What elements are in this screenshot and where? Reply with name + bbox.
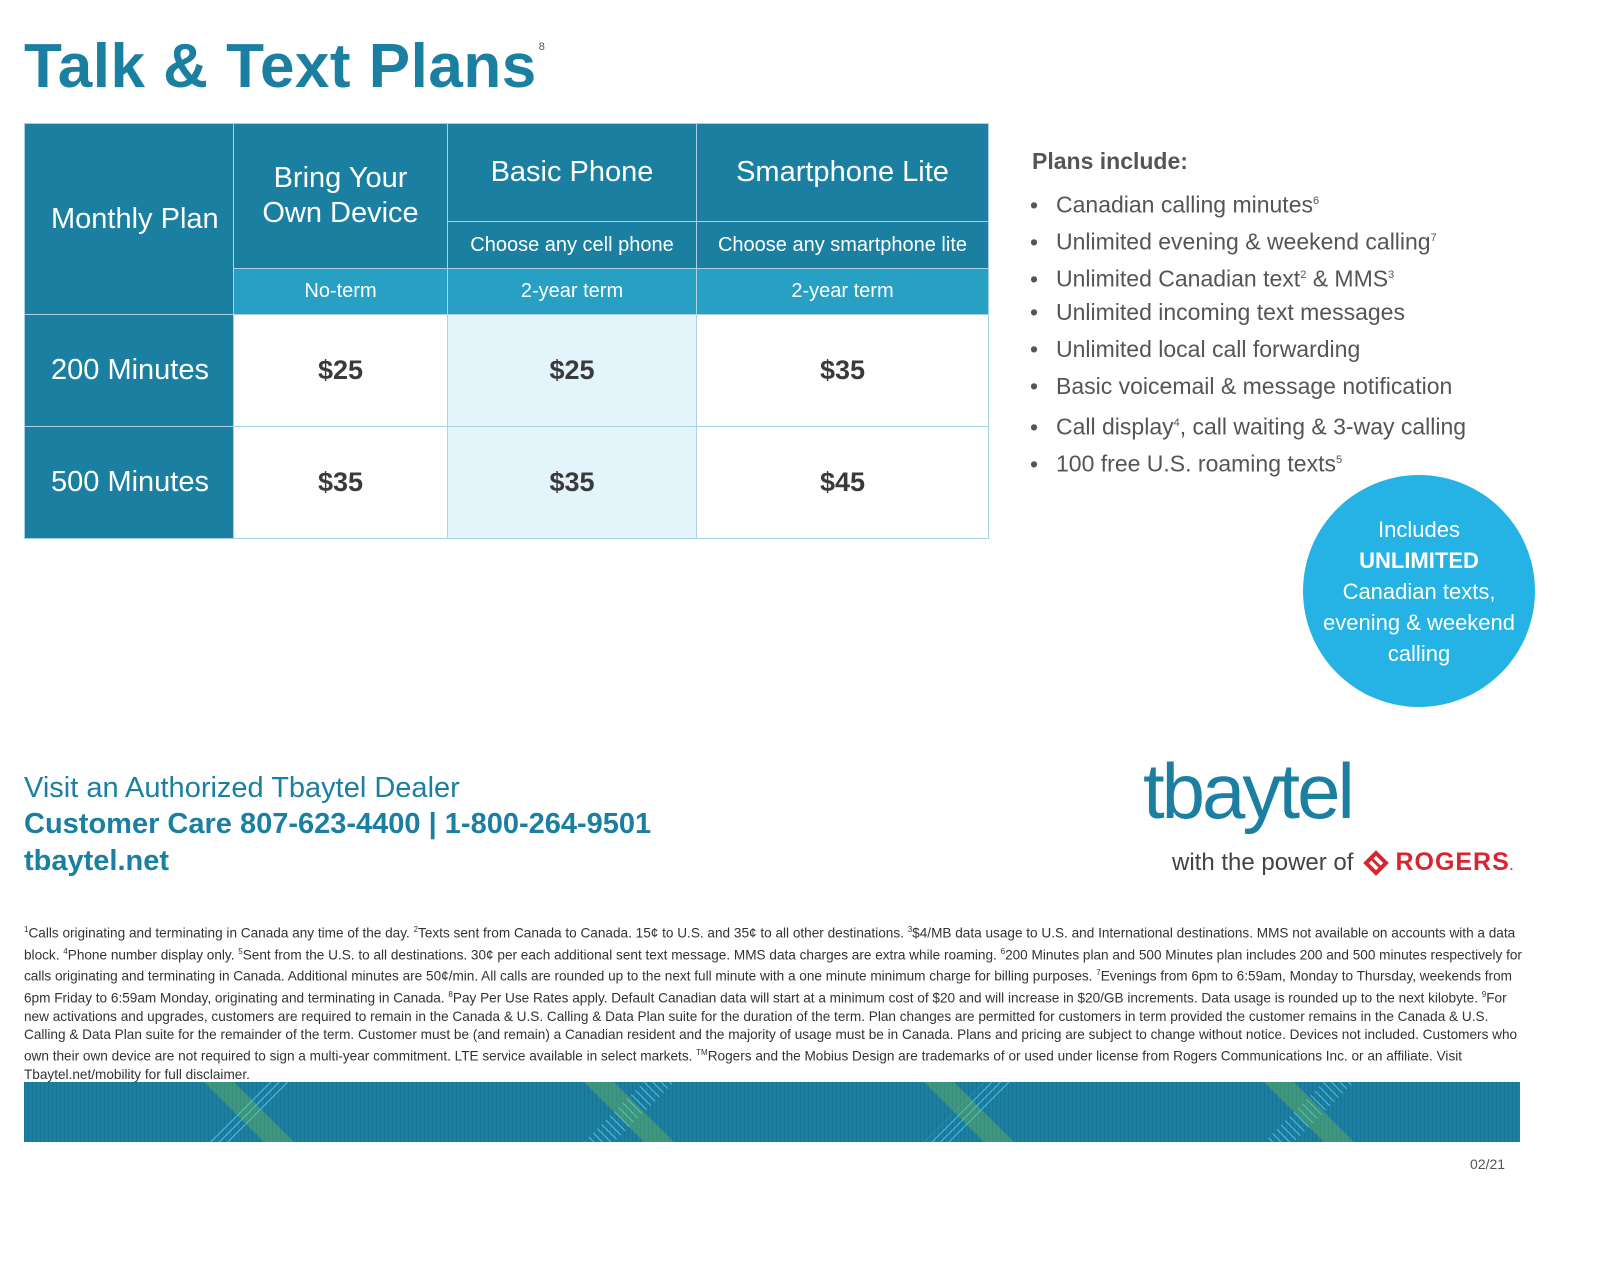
footnote-text: Calls originating and terminating in Canada any time of the day.	[28, 925, 414, 941]
price-cell: $25	[448, 315, 697, 427]
bullet-icon: •	[1030, 265, 1039, 292]
column-subheader-basic-phone: Choose any cell phone	[448, 222, 697, 269]
list-item	[1030, 406, 1466, 443]
footnote-ref: 2	[1300, 269, 1307, 281]
price-cell: $35	[697, 315, 989, 427]
include-text: 100 free U.S. roaming texts	[1056, 450, 1336, 477]
column-header-byod	[234, 124, 448, 269]
term-smartphone-lite: 2-year term	[697, 269, 989, 315]
bullet-icon: •	[1030, 373, 1039, 399]
include-text: Unlimited local call forwarding	[1056, 336, 1361, 362]
badge-line: Includes	[1378, 516, 1460, 542]
footnote-number: 8	[448, 990, 453, 1000]
term-byod: No-term	[234, 269, 448, 315]
badge-line-emphasis: UNLIMITED	[1359, 547, 1479, 573]
footnote-number: TM	[696, 1048, 708, 1058]
rogers-wordmark	[1395, 848, 1514, 877]
footnote-number: 1	[24, 925, 29, 934]
bullet-icon: •	[1030, 336, 1039, 362]
badge-line: Canadian texts,	[1342, 578, 1496, 604]
footnote-number: 5	[238, 946, 243, 956]
footnote-text: For new activations and upgrades, customers are required to remain in the Canada & U.S. Calling & Data Plan suite for the duration of the term. Plan changes are permitted for customers in term provided the customer remains in the Canada & U.S. Calling & Data Plan suite for the remainder of the term. Customer must be (and remain) a Canadian resident and the majority of usage must be in Canada. Plans and pricing are subject to change without notice. Devices not included. Customers who own their own device are not required to sign a multi-year commitment. LTE service available in select markets.	[24, 990, 1518, 1064]
footnote-number: 7	[1096, 968, 1101, 978]
tagline-text: with the power of	[1172, 848, 1354, 876]
page-title	[24, 32, 546, 101]
bullet-icon: •	[1030, 191, 1039, 218]
badge-line: evening & weekend	[1322, 609, 1516, 635]
include-text: Basic voicemail & message notification	[1056, 373, 1453, 399]
dealer-callout: Visit an Authorized Tbaytel Dealer	[24, 772, 460, 804]
badge-line: calling	[1387, 640, 1451, 666]
list-item	[1030, 332, 1466, 369]
include-text: Canadian calling minutes	[1056, 191, 1313, 218]
rogers-suffix: .	[1509, 859, 1515, 873]
footnote-number: 4	[63, 946, 68, 956]
table-row	[25, 427, 989, 539]
footnote-number: 9	[1481, 990, 1487, 1000]
bullet-icon: •	[1030, 228, 1039, 255]
legal-disclaimer	[24, 921, 1524, 1084]
decorative-pattern-band	[24, 1082, 1520, 1142]
footnote-ref: 4	[1173, 417, 1180, 429]
footnote-text: Rogers and the Mobius Design are trademarks of or used under license from Rogers Communications Inc. or an affiliate. Visit Tbaytel.net/mobility for full disclaimer.	[24, 1048, 1463, 1083]
footnote-text: 200 Minutes plan and 500 Minutes plan includes 200 and 500 minutes respectively for calls originating and terminating in Canada. Additional minutes are 50¢/min. All calls are rounded up to the next full minute with a one minute minimum charge for billing purposes.	[24, 947, 1522, 984]
footnote-text: $4/MB data usage to U.S. and International destinations. MMS not available on accounts with a data block.	[24, 925, 1516, 963]
column-header-byod-text: Bring Your Own Device	[262, 162, 419, 229]
include-text-cont: , call waiting & 3-way calling	[1179, 413, 1467, 440]
footnote-ref: 6	[1313, 195, 1320, 207]
price-cell: $25	[234, 315, 448, 427]
footnote-number: 2	[413, 925, 419, 934]
include-text: Call display	[1056, 413, 1174, 440]
footnote-number: 3	[907, 925, 913, 934]
footnote-text: Evenings from 6pm to 6:59am, Monday to Thursday, weekends from 6pm Friday to 6:59am Monday, originating and terminating in Canada.	[24, 969, 1512, 1006]
footnote-number: 6	[1000, 946, 1006, 956]
list-item	[1030, 443, 1466, 480]
includes-list	[1030, 184, 1466, 480]
footnote-text: Sent from the U.S. to all destinations. 30¢ per each additional sent text message. MMS data charges are extra while roaming.	[242, 947, 1001, 963]
row-label-500-minutes: 500 Minutes	[25, 427, 234, 539]
include-text-cont: & MMS	[1306, 265, 1389, 292]
footnote-text: Pay Per Use Rates apply. Default Canadian data will start at a minimum cost of $20 and will increase in $20/GB increments. Data usage is rounded up to the next kilobyte.	[452, 990, 1482, 1006]
title-footnote: 8	[538, 41, 546, 53]
bullet-icon: •	[1030, 299, 1039, 325]
date-code: 02/21	[1470, 1156, 1506, 1172]
plan-price-table	[24, 123, 989, 539]
column-header-basic-phone: Basic Phone	[448, 124, 697, 222]
list-item	[1030, 184, 1466, 221]
rogers-mobius-icon	[1363, 850, 1389, 876]
footnote-ref: 5	[1335, 454, 1343, 466]
column-subheader-smartphone-lite: Choose any smartphone lite	[697, 222, 989, 269]
row-label-200-minutes: 200 Minutes	[25, 315, 234, 427]
includes-heading: Plans include:	[1032, 148, 1188, 174]
table-row	[25, 315, 989, 427]
price-cell: $35	[448, 427, 697, 539]
bullet-icon: •	[1030, 450, 1039, 477]
logo-tagline	[1172, 848, 1514, 877]
include-text: Unlimited evening & weekend calling	[1056, 228, 1431, 255]
column-header-smartphone-lite: Smartphone Lite	[697, 124, 989, 222]
include-text: Unlimited incoming text messages	[1056, 299, 1405, 325]
list-item	[1030, 258, 1466, 295]
price-cell: $45	[697, 427, 989, 539]
corner-label: Monthly Plan	[25, 124, 234, 315]
footnote-ref: 3	[1388, 269, 1395, 281]
footnote-ref: 7	[1430, 232, 1437, 244]
unlimited-badge	[1303, 475, 1535, 707]
customer-care-phone[interactable]: Customer Care 807-623-4400 | 1-800-264-9501	[24, 808, 652, 840]
list-item	[1030, 295, 1466, 332]
website-link[interactable]: tbaytel.net	[24, 845, 170, 877]
price-cell: $35	[234, 427, 448, 539]
rogers-text: ROGERS	[1395, 848, 1510, 876]
page-title-text: Talk & Text Plans	[24, 32, 537, 101]
term-basic-phone: 2-year term	[448, 269, 697, 315]
include-text: Unlimited Canadian text	[1056, 265, 1301, 292]
list-item	[1030, 369, 1466, 406]
bullet-icon: •	[1030, 413, 1039, 440]
footnote-text: Phone number display only.	[67, 947, 239, 963]
list-item	[1030, 221, 1466, 258]
footnote-text: Texts sent from Canada to Canada. 15¢ to U.S. and 35¢ to all other destinations.	[418, 925, 908, 941]
tbaytel-logo: tbaytel	[1143, 747, 1352, 835]
